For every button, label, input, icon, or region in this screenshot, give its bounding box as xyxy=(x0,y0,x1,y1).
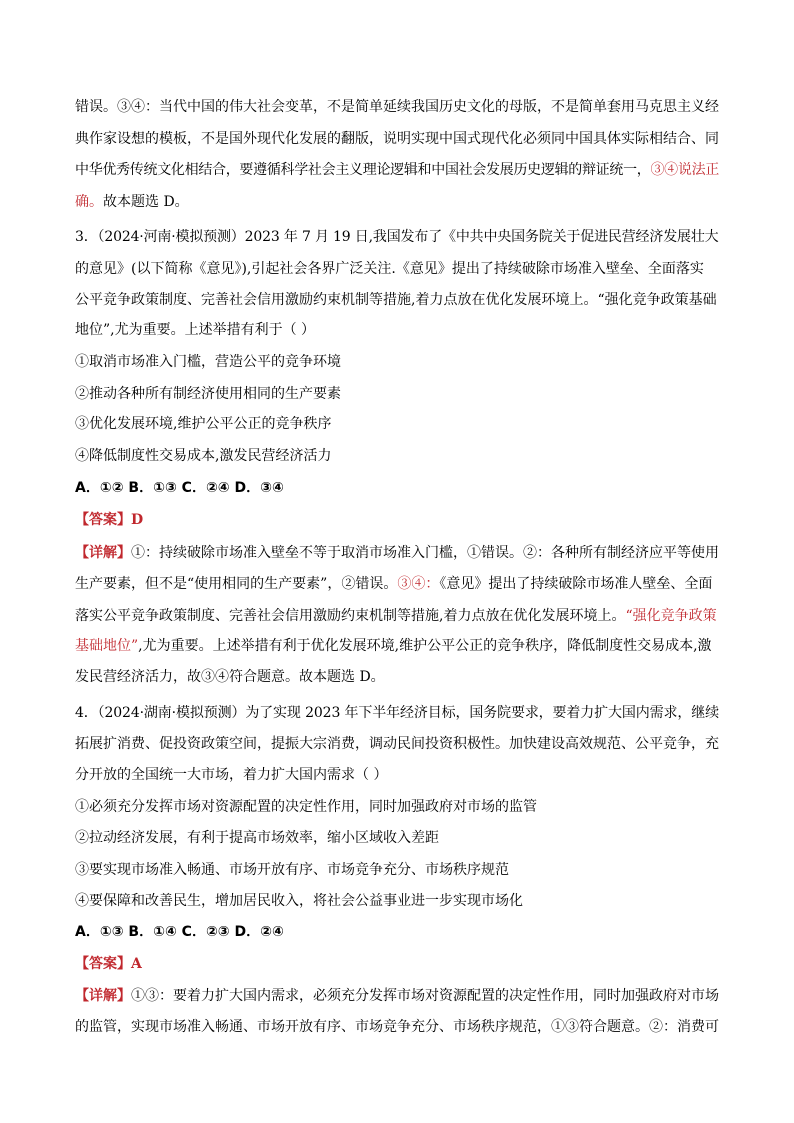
q4-option-3: ③要实现市场准入畅通、市场开放有序、市场竞争充分、市场秩序规范 xyxy=(75,862,509,878)
q4-option-1: ①必须充分发挥市场对资源配置的决定性作用，同时加强政府对市场的监管 xyxy=(75,799,537,815)
q3-stem-line-4: 地位”,尤为重要。上述举措有利于（ ） xyxy=(75,322,316,338)
answer-value: A xyxy=(131,956,142,972)
q4-stem-line-3: 分开放的全国统一大市场，着力扩大国内需求（ ） xyxy=(75,767,388,783)
answer-value: D xyxy=(131,512,144,528)
q4-option-4: ④要保障和改善民生，增加居民收入，将社会公益事业进一步实现市场化 xyxy=(75,893,523,909)
q4-detail-line-2: 的监管，实现市场准入畅通、市场开放有序、市场竞争充分、市场秩序规范，①③符合题意。②：消费可 xyxy=(75,1019,719,1035)
q4-detail-line-1: 【详解】①③：要着力扩大国内需求，必须充分发挥市场对资源配置的决定性作用，同时加强政府对市场 xyxy=(75,988,719,1004)
detail-label: 【详解】 xyxy=(75,545,131,561)
q4-option-2: ②拉动经济发展，有利于提高市场效率，缩小区域收入差距 xyxy=(75,830,439,846)
answer-label: 【答案】 xyxy=(75,512,131,528)
q3-answer xyxy=(75,510,143,530)
q3-option-2: ②推动各种所有制经济使用相同的生产要素 xyxy=(75,386,341,402)
q4-choices: A．①③ B．①④ C．②③ D．②④ xyxy=(75,924,284,940)
q3-stem-line-1: 3．（2024·河南·模拟预测）2023 年 7 月 19 日,我国发布了《中共中央国务院关于促进民营经济发展壮大 xyxy=(75,229,719,245)
q3-stem-line-2: 的意见》(以下简称《意见》),引起社会各界广泛关注.《意见》提出了持续破除市场准入壁垒、全面落实 xyxy=(75,261,704,277)
q4-answer xyxy=(75,954,142,974)
q4-stem-line-1: 4．（2024·湖南·模拟预测）为了实现 2023 年下半年经济目标，国务院要求，要着力扩大国内需求，继续 xyxy=(75,705,719,721)
q2-tail-line-1: 错误。③④：当代中国的伟大社会变革，不是简单延续我国历史文化的母版，不是简单套用马克思主义经 xyxy=(75,99,719,115)
q3-detail-line-2: 生产要素，但不是“使用相同的生产要素”，②错误。③④：《意见》提出了持续破除市场准人壁垒、全面 xyxy=(75,576,713,592)
q3-option-3: ③优化发展环境,维护公平公正的竞争秩序 xyxy=(75,416,332,432)
q2-tail-line-4: 确。故本题选 D。 xyxy=(75,194,189,210)
q3-detail-line-3: 落实公平竞争政策制度、完善社会信用激励约束机制等措施,着力点放在优化发展环境上。“强化竞争政策 xyxy=(75,608,717,624)
q4-stem-line-2: 拓展扩消费、促投资政策空间，提振大宗消费，调动民间投资积极性。加快建设高效规范、公平竞争，充 xyxy=(75,736,719,752)
q2-tail-line-3: 中华优秀传统文化相结合，要遵循科学社会主义理论逻辑和中国社会发展历史逻辑的辩证统一，③④说法正 xyxy=(75,162,719,178)
q2-tail-line-2: 典作家设想的模板，不是国外现代化发展的翻版，说明实现中国式现代化必须同中国具体实际相结合、同 xyxy=(75,131,719,147)
q2-highlight: ③④说法正 xyxy=(650,162,719,178)
q3-detail-line-4: 基础地位”,尤为重要。上述举措有利于优化发展环境,维护公平公正的竞争秩序，降低制度性交易成本,激 xyxy=(75,638,712,654)
q3-option-4: ④降低制度性交易成本,激发民营经济活力 xyxy=(75,448,332,464)
q3-choices: A．①② B．①③ C．②④ D．③④ xyxy=(75,480,284,496)
detail-label: 【详解】 xyxy=(75,988,131,1004)
q3-detail-line-5: 发民营经济活力，故③④符合题意。故本题选 D。 xyxy=(75,669,385,685)
answer-label: 【答案】 xyxy=(75,956,131,972)
q3-option-1: ①取消市场准入门槛，营造公平的竞争环境 xyxy=(75,354,341,370)
q3-detail-line-1: 【详解】①：持续破除市场准入壁垒不等于取消市场准入门槛，①错误。②：各种所有制经济应平等使用 xyxy=(75,545,719,561)
q3-stem-line-3: 公平竞争政策制度、完善社会信用激励约束机制等措施,着力点放在优化发展环境上。“强化竞争政策基础 xyxy=(75,292,717,308)
